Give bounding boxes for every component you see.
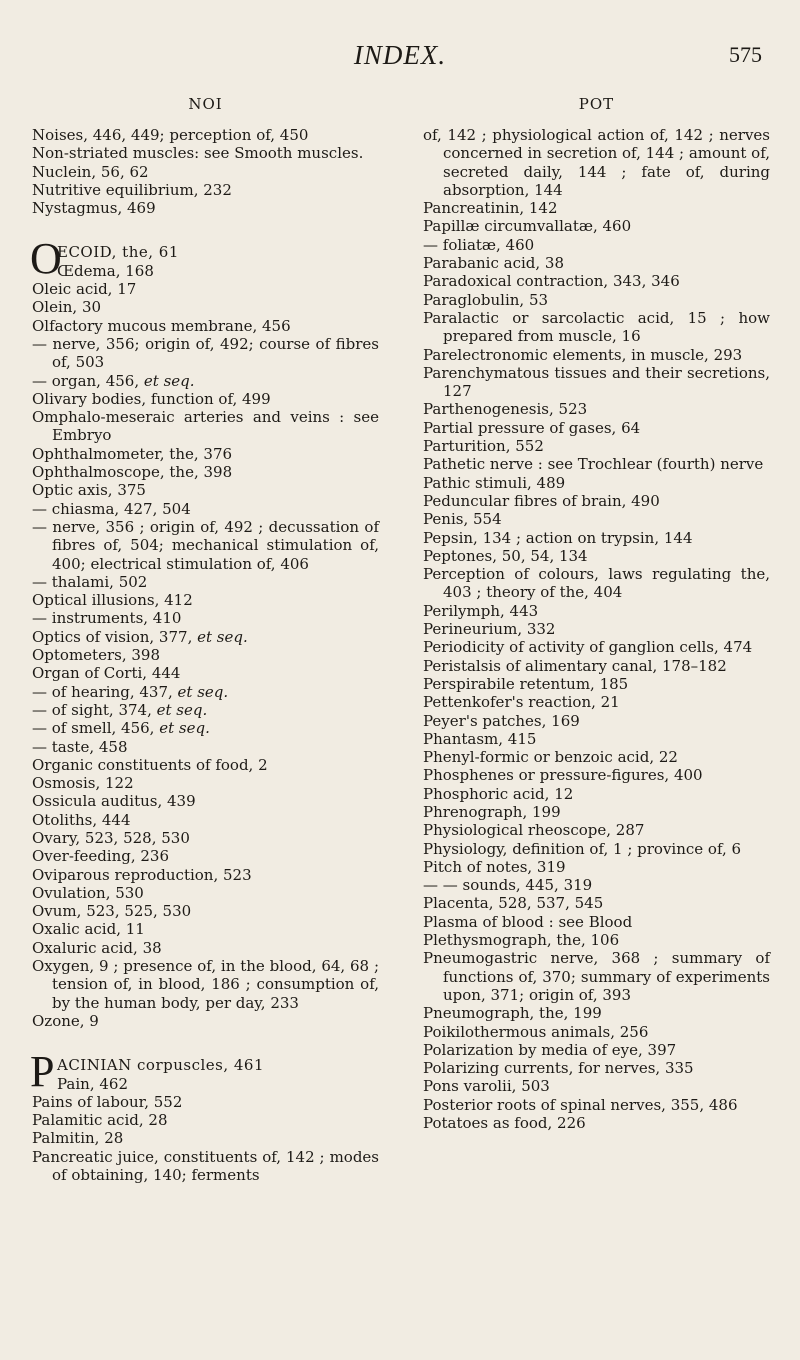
index-entry: Phrenograph, 199 bbox=[423, 802, 561, 821]
index-entry: Penis, 554 bbox=[423, 510, 502, 529]
index-entry: Organ of Corti, 444 bbox=[32, 664, 181, 683]
right-column bbox=[423, 95, 770, 1132]
p-section-first-text: ACINIAN corpuscles, 461 bbox=[57, 1056, 265, 1075]
index-entry: Partial pressure of gases, 64 bbox=[423, 418, 641, 437]
index-entry: Placenta, 528, 537, 545 bbox=[423, 894, 604, 913]
index-entry: Pancreatic juice, constituents of, 142 ; modes of obtaining, 140; ferments bbox=[32, 1147, 379, 1185]
index-entry: — nerve, 356; origin of, 492; course of fibres of, 503 bbox=[32, 334, 379, 372]
index-entry: Pneumograph, the, 199 bbox=[423, 1004, 602, 1023]
index-entry: — nerve, 356 ; origin of, 492 ; decussation of fibres of, 504; mechanical stimulation of, 400; electrical stimulation of, 406 bbox=[32, 517, 379, 573]
index-entry: Pneumogastric nerve, 368 ; summary of functions of, 370; summary of experiments upon, 371; origin of, 393 bbox=[423, 949, 770, 1004]
index-entry: Physiology, definition of, 1 ; province of, 6 bbox=[423, 839, 742, 858]
index-entry: Periodicity of activity of ganglion cells, 474 bbox=[423, 638, 753, 657]
index-entry: Olfactory mucous membrane, 456 bbox=[32, 316, 291, 335]
dropcap-p: P bbox=[30, 1047, 55, 1097]
index-entry: — taste, 458 bbox=[32, 737, 128, 756]
dropcap-o: O bbox=[30, 234, 62, 284]
index-entry: Optometers, 398 bbox=[32, 646, 160, 665]
index-entry: Ophthalmometer, the, 376 bbox=[32, 444, 233, 463]
index-entry: Parturition, 552 bbox=[423, 437, 544, 456]
index-entry: Paradoxical contraction, 343, 346 bbox=[423, 272, 680, 291]
index-entry: Parelectronomic elements, in muscle, 293 bbox=[423, 345, 743, 364]
index-entry: Plasma of blood : see Blood bbox=[423, 912, 633, 931]
index-entry: Peptones, 50, 54, 134 bbox=[423, 546, 588, 565]
index-entry: Nutritive equilibrium, 232 bbox=[32, 180, 232, 199]
index-entry: Phosphoric acid, 12 bbox=[423, 784, 574, 803]
right-column-head: POT bbox=[578, 95, 615, 113]
index-entry: Phenyl-formic or benzoic acid, 22 bbox=[423, 748, 678, 767]
index-entry: Pitch of notes, 319 bbox=[423, 857, 566, 876]
index-entry: Ovulation, 530 bbox=[32, 883, 144, 902]
index-entry: Organic constituents of food, 2 bbox=[32, 755, 268, 774]
index-entry: — thalami, 502 bbox=[32, 572, 148, 591]
index-entry: — instruments, 410 bbox=[32, 609, 182, 628]
index-entry: Omphalo-meseraic arteries and veins : see Embryo bbox=[32, 408, 379, 445]
index-entry: Pathic stimuli, 489 bbox=[423, 473, 566, 492]
index-entry: Perilymph, 443 bbox=[423, 601, 539, 620]
index-entry: Over-feeding, 236 bbox=[32, 847, 170, 866]
index-entry: Pettenkofer's reaction, 21 bbox=[423, 693, 620, 712]
index-entry: Pains of labour, 552 bbox=[32, 1092, 183, 1111]
index-entry: Non-striated muscles: see Smooth muscles. bbox=[32, 144, 364, 163]
index-entry: Ozone, 9 bbox=[32, 1011, 99, 1030]
index-entry: — chiasma, 427, 504 bbox=[32, 499, 191, 518]
index-entry: Palamitic acid, 28 bbox=[32, 1111, 168, 1130]
index-entry: Osmosis, 122 bbox=[32, 774, 134, 793]
index-entry: Optics of vision, 377, et seq. bbox=[32, 627, 248, 646]
index-entry: Plethysmograph, the, 106 bbox=[423, 931, 620, 950]
index-entry: — of sight, 374, et seq. bbox=[32, 700, 208, 719]
index-entry: Otoliths, 444 bbox=[32, 810, 131, 829]
left-column-head: NOI bbox=[188, 95, 223, 113]
index-entry: Phosphenes or pressure-figures, 400 bbox=[423, 766, 703, 785]
index-entry: Potatoes as food, 226 bbox=[423, 1114, 586, 1133]
index-entry: Pancreatinin, 142 bbox=[423, 199, 558, 218]
index-entry: Olivary bodies, function of, 499 bbox=[32, 389, 271, 408]
index-entry: Optical illusions, 412 bbox=[32, 591, 193, 610]
index-entry: Noises, 446, 449; perception of, 450 bbox=[32, 126, 309, 144]
index-entry: — organ, 456, et seq. bbox=[32, 371, 195, 390]
index-entry: Pepsin, 134 ; action on trypsin, 144 bbox=[423, 528, 693, 547]
index-entry: Posterior roots of spinal nerves, 355, 486 bbox=[423, 1095, 738, 1114]
index-entry: Papillæ circumvallatæ, 460 bbox=[423, 217, 632, 236]
index-entry: Peristalsis of alimentary canal, 178–182 bbox=[423, 656, 727, 675]
index-entry: Physiological rheoscope, 287 bbox=[423, 821, 645, 840]
index-entry: Paraglobulin, 53 bbox=[423, 290, 549, 309]
index-entry: Perspirabile retentum, 185 bbox=[423, 674, 629, 693]
right-entries bbox=[423, 126, 770, 1132]
index-entry: Palmitin, 28 bbox=[32, 1129, 124, 1148]
index-entry: — of smell, 456, et seq. bbox=[32, 719, 210, 738]
index-entry: Ossicula auditus, 439 bbox=[32, 792, 196, 811]
index-entry: Phantasm, 415 bbox=[423, 729, 537, 748]
index-entry: of, 142 ; physiological action of, 142 ; nerves concerned in secretion of, 144 ; amount of, secreted daily, 144 ; fate of, during absorption, 144 bbox=[423, 126, 770, 199]
left-block-p bbox=[32, 1093, 379, 1184]
index-entry: Oxygen, 9 ; presence of, in the blood, 64, 68 ; tension of, in blood, 186 ; consumption of, by the human body, per day, 233 bbox=[32, 957, 379, 1012]
index-entry: Oxalic acid, 11 bbox=[32, 920, 145, 939]
running-title: INDEX. bbox=[353, 40, 447, 70]
index-entry: Parthenogenesis, 523 bbox=[423, 400, 588, 419]
index-entry: Pons varolii, 503 bbox=[423, 1077, 550, 1096]
p-section-second-entry: Pain, 462 bbox=[57, 1074, 128, 1093]
index-entry: Perception of colours, laws regulating the, 403 ; theory of the, 404 bbox=[423, 565, 770, 602]
index-entry: — foliatæ, 460 bbox=[423, 235, 535, 254]
index-entry: Ovary, 523, 528, 530 bbox=[32, 828, 190, 847]
index-entry: — — sounds, 445, 319 bbox=[423, 876, 593, 895]
o-section-first-text: ECOID, the, 61 bbox=[57, 243, 179, 262]
left-block-n bbox=[32, 126, 379, 217]
index-entry: Olein, 30 bbox=[32, 298, 102, 317]
left-block-o bbox=[32, 280, 379, 1030]
index-entry: Ovum, 523, 525, 530 bbox=[32, 902, 192, 921]
index-entry: Ophthalmoscope, the, 398 bbox=[32, 463, 233, 482]
index-entry: Nystagmus, 469 bbox=[32, 199, 156, 218]
index-entry: Polarization by media of eye, 397 bbox=[423, 1040, 677, 1059]
page-number: 575 bbox=[729, 42, 762, 67]
index-entry: Oleic acid, 17 bbox=[32, 280, 137, 299]
o-section-second-entry: Œdema, 168 bbox=[57, 261, 154, 280]
index-entry: Optic axis, 375 bbox=[32, 481, 146, 500]
index-entry: Nuclein, 56, 62 bbox=[32, 162, 149, 181]
index-entry: Peduncular fibres of brain, 490 bbox=[423, 491, 660, 510]
index-entry: Perineurium, 332 bbox=[423, 620, 556, 639]
index-entry: Parabanic acid, 38 bbox=[423, 254, 565, 273]
index-entry: Parenchymatous tissues and their secretions, 127 bbox=[423, 363, 770, 401]
index-entry: Oviparous reproduction, 523 bbox=[32, 865, 252, 884]
index-entry: Peyer's patches, 169 bbox=[423, 711, 580, 730]
index-entry: Pathetic nerve : see Trochlear (fourth) nerve bbox=[423, 455, 764, 474]
index-entry: Polarizing currents, for nerves, 335 bbox=[423, 1059, 694, 1078]
index-entry: Poikilothermous animals, 256 bbox=[423, 1022, 649, 1041]
index-entry: Paralactic or sarcolactic acid, 15 ; how prepared from muscle, 16 bbox=[423, 308, 770, 346]
index-entry: — of hearing, 437, et seq. bbox=[32, 682, 229, 701]
left-column bbox=[32, 95, 379, 1184]
index-entry: Oxaluric acid, 38 bbox=[32, 938, 162, 957]
